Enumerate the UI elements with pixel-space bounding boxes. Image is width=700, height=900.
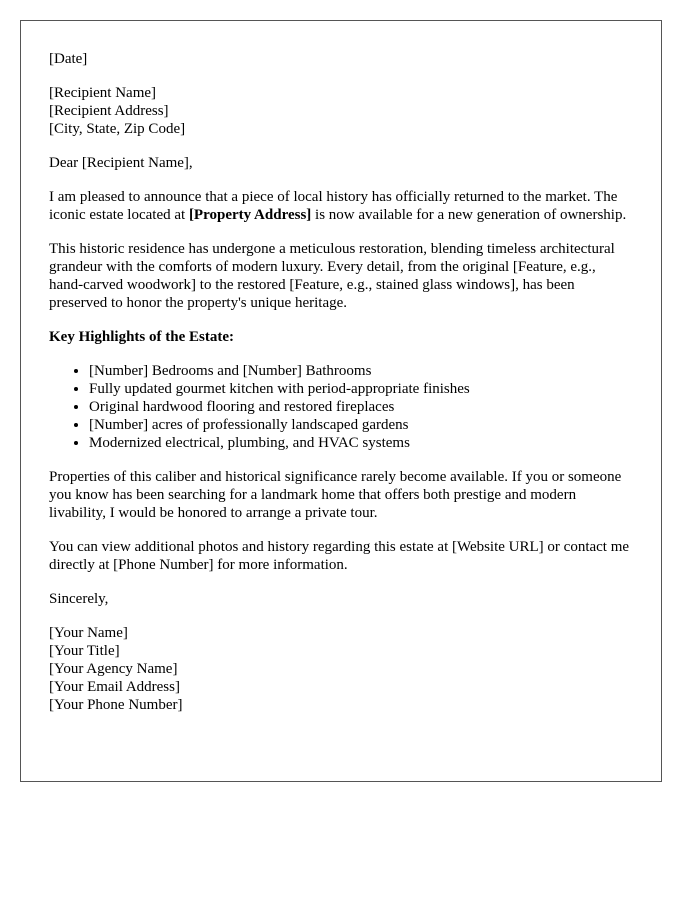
intro-text-after: is now available for a new generation of ownership. (311, 207, 627, 223)
intro-paragraph (49, 188, 633, 224)
recipient-block (49, 84, 633, 138)
property-address: [Property Address] (188, 207, 312, 223)
signature-block (49, 624, 633, 714)
signature-email: [Your Email Address] (49, 679, 180, 695)
highlight-item: • [Number] Bedrooms and [Number] Bathrooms (89, 362, 633, 380)
highlight-item: • Modernized electrical, plumbing, and HVAC systems (89, 434, 633, 452)
highlights-heading: Key Highlights of the Estate: (49, 329, 234, 345)
highlight-item: • Original hardwood flooring and restored fireplaces (89, 398, 633, 416)
letter-page (20, 20, 662, 782)
signature-phone: [Your Phone Number] (49, 697, 183, 713)
signature-agency: [Your Agency Name] (49, 661, 178, 677)
intro-text-before: I am pleased to announce that a piece of local history has officially returned to the market. The iconic estate located at (49, 189, 618, 223)
salutation: Dear [Recipient Name], (49, 155, 193, 171)
recipient-city-state-zip: [City, State, Zip Code] (49, 121, 186, 137)
contact-paragraph: You can view additional photos and history regarding this estate at [Website URL] or contact me directly at [Phone Number] for more information. (49, 539, 630, 573)
restoration-paragraph: This historic residence has undergone a meticulous restoration, blending timeless architectural grandeur with the comforts of modern luxury. Every detail, from the original [Feature, e.g., hand-carved woodwork] to the restored [Feature, e.g., stained glass windows], has been preserved to honor the property's unique heritage. (49, 241, 615, 311)
recipient-address: [Recipient Address] (49, 103, 169, 119)
closing: Sincerely, (49, 591, 109, 607)
highlights-list (49, 362, 633, 452)
rarity-paragraph: Properties of this caliber and historical significance rarely become available. If you or someone you know has been searching for a landmark home that offers both prestige and modern livability, I would be honored to arrange a private tour. (49, 469, 622, 521)
recipient-name: [Recipient Name] (49, 85, 157, 101)
highlight-item: • [Number] acres of professionally landscaped gardens (89, 416, 633, 434)
highlight-item: • Fully updated gourmet kitchen with period-appropriate finishes (89, 380, 633, 398)
signature-name: [Your Name] (49, 625, 128, 641)
letter-date: [Date] (49, 51, 88, 67)
signature-title: [Your Title] (49, 643, 120, 659)
